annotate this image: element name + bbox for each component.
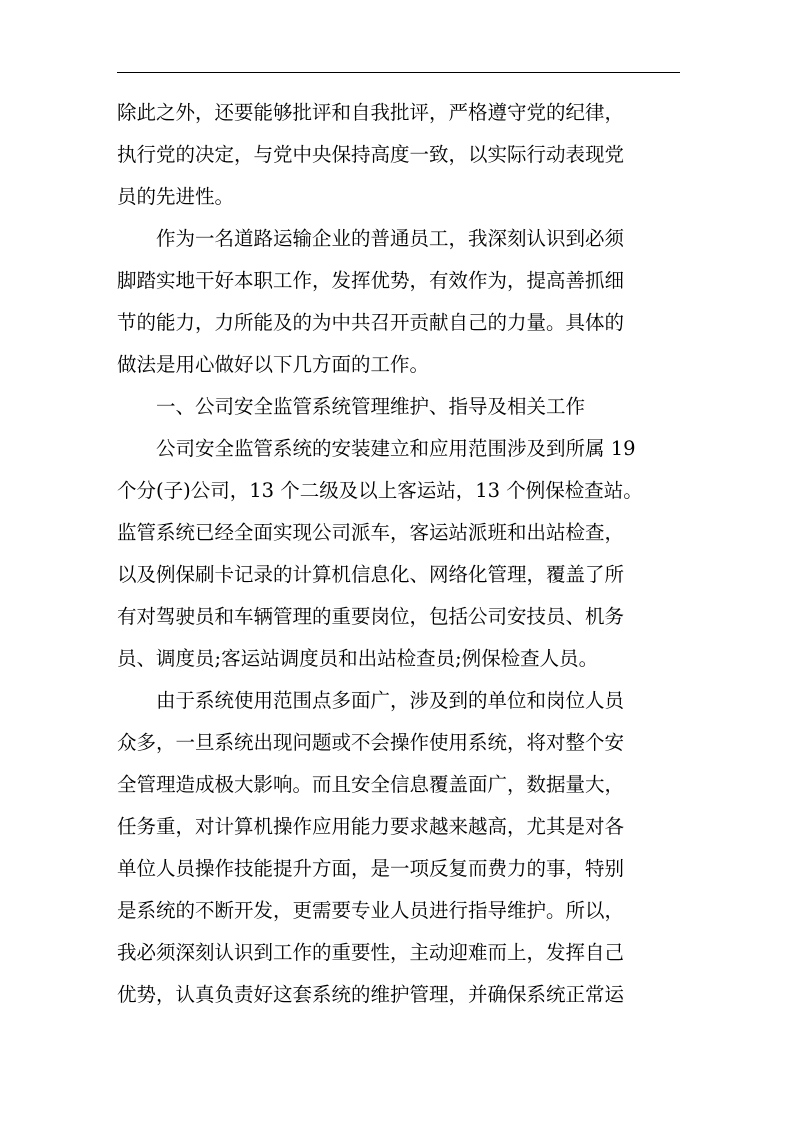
header-rule [117, 72, 680, 73]
text-line: 有对驾驶员和车辆管理的重要岗位，包括公司安技员、机务 [117, 605, 625, 628]
text-line: 是系统的不断开发，更需要专业人员进行指导维护。所以， [117, 899, 625, 922]
text-line: 全管理造成极大影响。而且安全信息覆盖面广，数据量大， [117, 773, 625, 796]
text-line: 监管系统已经全面实现公司派车，客运站派班和出站检查， [117, 521, 625, 544]
text-line: 节的能力，力所能及的为中共召开贡献自己的力量。具体的 [117, 311, 625, 334]
text-line: 个分(子)公司，13 个二级及以上客运站，13 个例保检查站。 [117, 479, 643, 502]
section-heading: 一、公司安全监管系统管理维护、指导及相关工作 [117, 395, 586, 418]
text-line: 脚踏实地干好本职工作，发挥优势，有效作为，提高善抓细 [117, 269, 625, 292]
text-line: 以及例保刷卡记录的计算机信息化、网络化管理，覆盖了所 [117, 563, 625, 586]
text-line: 做法是用心做好以下几方面的工作。 [117, 353, 430, 376]
text-line: 公司安全监管系统的安装建立和应用范围涉及到所属 19 [117, 437, 636, 460]
text-line: 由于系统使用范围点多面广，涉及到的单位和岗位人员 [117, 689, 625, 712]
text-line: 作为一名道路运输企业的普通员工，我深刻认识到必须 [117, 227, 625, 250]
text-line: 众多，一旦系统出现问题或不会操作使用系统，将对整个安 [117, 731, 625, 754]
text-line: 任务重，对计算机操作应用能力要求越来越高，尤其是对各 [117, 815, 625, 838]
text-line: 执行党的决定，与党中央保持高度一致，以实际行动表现党 [117, 143, 625, 166]
text-line: 员的先进性。 [117, 185, 235, 208]
text-line: 单位人员操作技能提升方面，是一项反复而费力的事，特别 [117, 857, 625, 880]
text-line: 除此之外，还要能够批评和自我批评，严格遵守党的纪律， [117, 101, 625, 124]
text-line: 员、调度员;客运站调度员和出站检查员;例保检查人员。 [117, 647, 599, 670]
text-line: 优势，认真负责好这套系统的维护管理，并确保系统正常运 [117, 983, 625, 1006]
text-line: 我必须深刻认识到工作的重要性，主动迎难而上，发挥自己 [117, 941, 625, 964]
